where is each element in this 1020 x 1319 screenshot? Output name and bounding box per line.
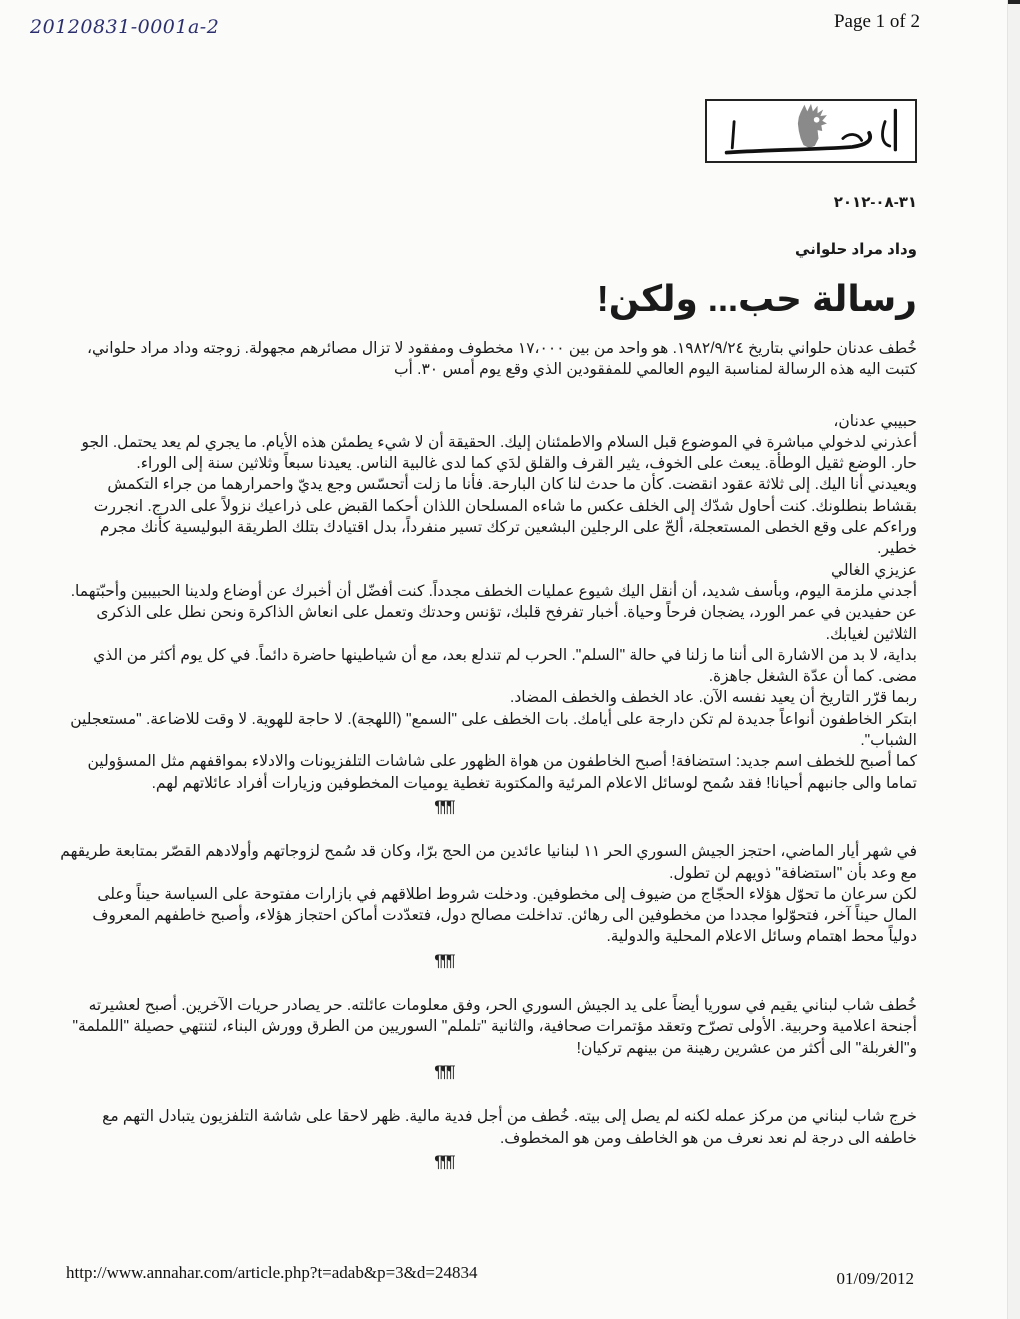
paragraph: خرج شاب لبناني من مركز عمله لكنه لم يصل إلى بيته. خُطف من أجل فدية مالية. ظهر لاحقا على شاشة التلفزيون يتبادل التهم مع خاطفه الى درجة لم نعد نعرف من هو الخاطف ومن هو المخطوف. — [102, 1108, 917, 1147]
rooster-logo-icon — [707, 101, 915, 161]
article-intro: خُطف عدنان حلواني بتاريخ ١٩٨٢/٩/٢٤. هو واحد من بين ١٧،٠٠٠ مخطوف ومفقود لا تزال مصائرهم مجهولة. زوجته وداد مراد حلواني، كتبت اليه هذه الرسالة لمناسبة اليوم العالمي للمفقودين الذي وقع يوم أمس ٣٠. أب — [86, 340, 917, 379]
scan-edge — [1007, 0, 1020, 1319]
source-url-link[interactable]: http://www.annahar.com/article.php?t=adab&p=3&d=24834 — [66, 1263, 478, 1282]
section-separator: ¶¶¶ — [434, 950, 453, 970]
paragraph: ابتكر الخاطفون أنواعاً جديدة لم تكن دارجة على أيامك. بات الخطف على "السمع" (اللهجة). لا حاجة للهوية. لا وقت للاضاعة. "مستعجلين الشباب". — [70, 710, 917, 750]
article-author: وداد مراد حلواني — [795, 241, 917, 258]
print-date: 01/09/2012 — [836, 1269, 914, 1288]
article-body — [60, 338, 917, 1172]
article-title: رسالة حب... ولكن! — [596, 278, 917, 319]
paragraph: بداية، لا بد من الاشارة الى أننا ما زلنا في حالة "السلم". الحرب لم تندلع بعد، مع أن شياطينها حاضرة دائماً. في كل يوم أكثر من الذي مضى. كما أن عدّة الشغل جاهزة. — [93, 646, 917, 686]
page-number: Page 1 of 2 — [833, 11, 920, 32]
paragraph: ربما قرّر التاريخ أن يعيد نفسه الآن. عاد الخطف والخطف المضاد. — [510, 689, 917, 707]
greeting-1: حبيبي عدنان، — [833, 412, 917, 430]
paragraph: ويعيدني أنا اليك. إلى ثلاثة عقود انقضت. كأن ما حدث لنا كان البارحة. فأنا ما زلت أتحسّس وجع يديّ واحمرارهما من جراء التكمش بقشاط بنطلونك. كنت أحاول شدّك إلى الخلف عكس ما شاءه المسلحان اللذان أحكما القبض على ذراعيك نزولاً على الدرج. انجررت وراءكم على وقع الخطى المستعجلة، ألحّ على الرجلين البشعين تركك تسير منفرداً، بدل اقتيادك بتلك الطريقة البوليسية كأنك مجرم خطير. — [93, 476, 917, 558]
section-separator: ¶¶¶ — [434, 1151, 453, 1171]
section-separator: ¶¶¶ — [434, 796, 453, 816]
paragraph: في شهر أيار الماضي، احتجز الجيش السوري الحر ١١ لبنانيا عائدين من الحج برّا، وكان قد سُمح لزوجاتهم وأولادهم القصّر بمتابعة طريقهم مع وعد بأن "استضافة" ذويهم لن تطول. — [60, 843, 917, 882]
section-separator: ¶¶¶ — [434, 1061, 453, 1081]
greeting-2: عزيزي الغالي — [831, 561, 917, 579]
handwritten-reference: 20120831-0001a-2 — [30, 16, 220, 38]
article-date: ٣١-٠٨-٢٠١٢ — [833, 194, 917, 211]
annahar-logo — [705, 99, 917, 163]
paragraph: أعذرني لدخولي مباشرة في الموضوع قبل السلام والاطمئنان إليك. الحقيقة أن لا شيء يطمئن هذه الأيام. ما يجري لم يعد يحتمل. الجو حار. الوضع ثقيل الوطأة. يبعث على الخوف، يثير القرف والقلق لدَي كما لدى غالبية الناس. يعيدنا سبعاً وثلاثين سنة إلى الوراء. — [81, 433, 917, 473]
paragraph: لكن سرعان ما تحوّل هؤلاء الحجّاج من ضيوف إلى مخطوفين. ودخلت شروط اطلاقهم في بازارات مفتوحة على السياسة حيناً وعلى المال حيناً آخر، فتحوّلوا مجددا من مخطوفين الى رهائن. تداخلت مصالح دول، فتعدّدت أماكن احتجاز هؤلاء، وأصبح خاطفهم المعروف دولياً محط اهتمام وسائل الاعلام المحلية والدولية. — [92, 885, 917, 946]
paragraph: خُطف شاب لبناني يقيم في سوريا أيضاً على يد الجيش السوري الحر، وفق معلومات عائلته. حر يصادر حريات الآخرين. أصبح لعشيرته أجنحة اعلامية وحربية. الأولى تصرّح وتعقد مؤتمرات صحافية، والثانية "تلملم" السوريين من الطرق وورش البناء، لتنتهي حصيلة "اللملمة" و"الغربلة" الى أكثر من عشرين رهينة من بينهم تركيان! — [72, 997, 917, 1057]
paragraph: أجدني ملزمة اليوم، وبأسف شديد، أن أنقل اليك شيوع عمليات الخطف مجدداً. كنت أفضّل أن أخبرك عن أوضاع ولدينا الحبيبين وأحبّتهما. عن حفيدين في عمر الورد، يضجان فرحاً وحياة. أخبار تفرفح قلبك، تؤنس وحدتك وتعمل على انعاش الذاكرة ونحن نطل على الذكرى الثلاثين لغيابك. — [70, 582, 917, 643]
scan-edge-mark — [1008, 0, 1020, 4]
paragraph: كما أصبح للخطف اسم جديد: استضافة! أصبح الخاطفون من هواة الظهور على شاشات التلفزيونات والادلاء بمواقفهم مثل المسؤولين تماما والى جانبهم أحيانا! فقد سُمح لوسائل الاعلام المرئية والمكتوبة تغطية يوميات المخطوفين وزيارات أفراد عائلاتهم لهم. — [87, 753, 917, 792]
